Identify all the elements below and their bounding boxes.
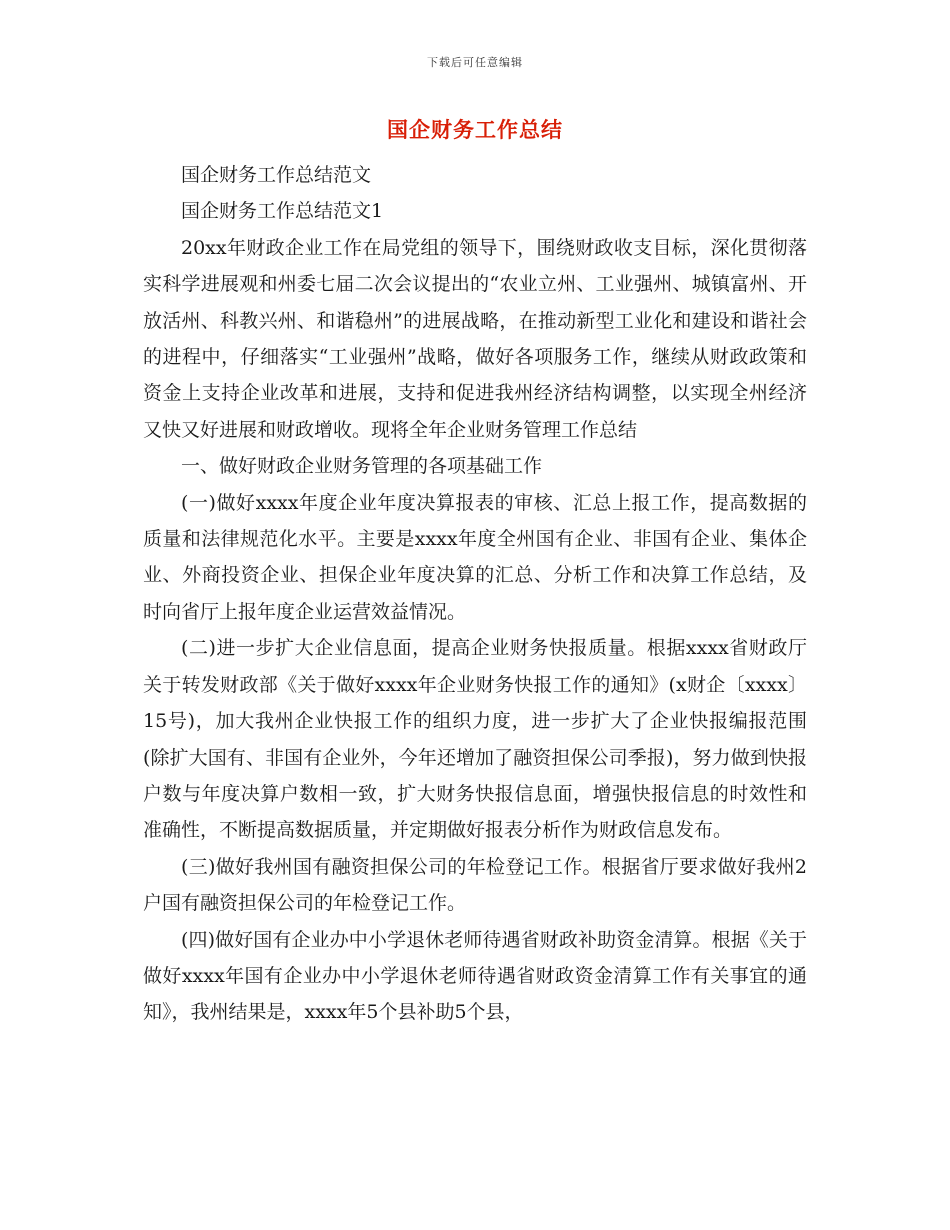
paragraph-item-1: (一)做好xxxx年度企业年度决算报表的审核、汇总上报工作，提高数据的质量和法律规范化水平。主要是xxxx年度全州国有企业、非国有企业、集体企业、外商投资企业、担保企业年度决算的汇总、分析工作和决算工作总结，及时向省厅上报年度企业运营效益情况。	[143, 491, 807, 623]
paragraph-item-4: (四)做好国有企业办中小学退休老师待遇省财政补助资金清算。根据《关于做好xxxx年国有企业办中小学退休老师待遇省财政资金清算工作有关事宜的通知》，我州结果是，xxxx年5个县补助5个县，	[143, 928, 807, 1024]
paragraph-subtitle: 国企财务工作总结范文	[181, 164, 372, 186]
document-title: 国企财务工作总结	[387, 117, 563, 142]
document-body	[143, 157, 807, 1031]
paragraph-section-title: 国企财务工作总结范文1	[181, 200, 384, 223]
paragraph-heading-1: 一、做好财政企业财务管理的各项基础工作	[181, 455, 543, 478]
paragraph-intro: 20xx年财政企业工作在局党组的领导下，围绕财政收支目标，深化贯彻落实科学进展观和州委七届二次会议提出的“农业立州、工业强州、城镇富州、开放活州、科教兴州、和谐稳州”的进展战略，在推动新型工业化和建设和谐社会的进程中，仔细落实“工业强州”战略，做好各项服务工作，继续从财政政策和资金上支持企业改革和进展，支持和促进我州经济结构调整，以实现全州经济又快又好进展和财政增收。现将全年企业财务管理工作总结	[143, 236, 807, 441]
header-note: 下载后可任意编辑	[427, 56, 523, 69]
paragraph-item-3: (三)做好我州国有融资担保公司的年检登记工作。根据省厅要求做好我州2户国有融资担保公司的年检登记工作。	[143, 855, 807, 915]
paragraph-item-2: (二)进一步扩大企业信息面，提高企业财务快报质量。根据xxxx省财政厅关于转发财政部《关于做好xxxx年企业财务快报工作的通知》(x财企〔xxxx〕15号)，加大我州企业快报工作的组织力度，进一步扩大了企业快报编报范围(除扩大国有、非国有企业外，今年还增加了融资担保公司季报)，努力做到快报户数与年度决算户数相一致，扩大财务快报信息面，增强快报信息的时效性和准确性，不断提高数据质量，并定期做好报表分析作为财政信息发布。	[143, 637, 807, 842]
